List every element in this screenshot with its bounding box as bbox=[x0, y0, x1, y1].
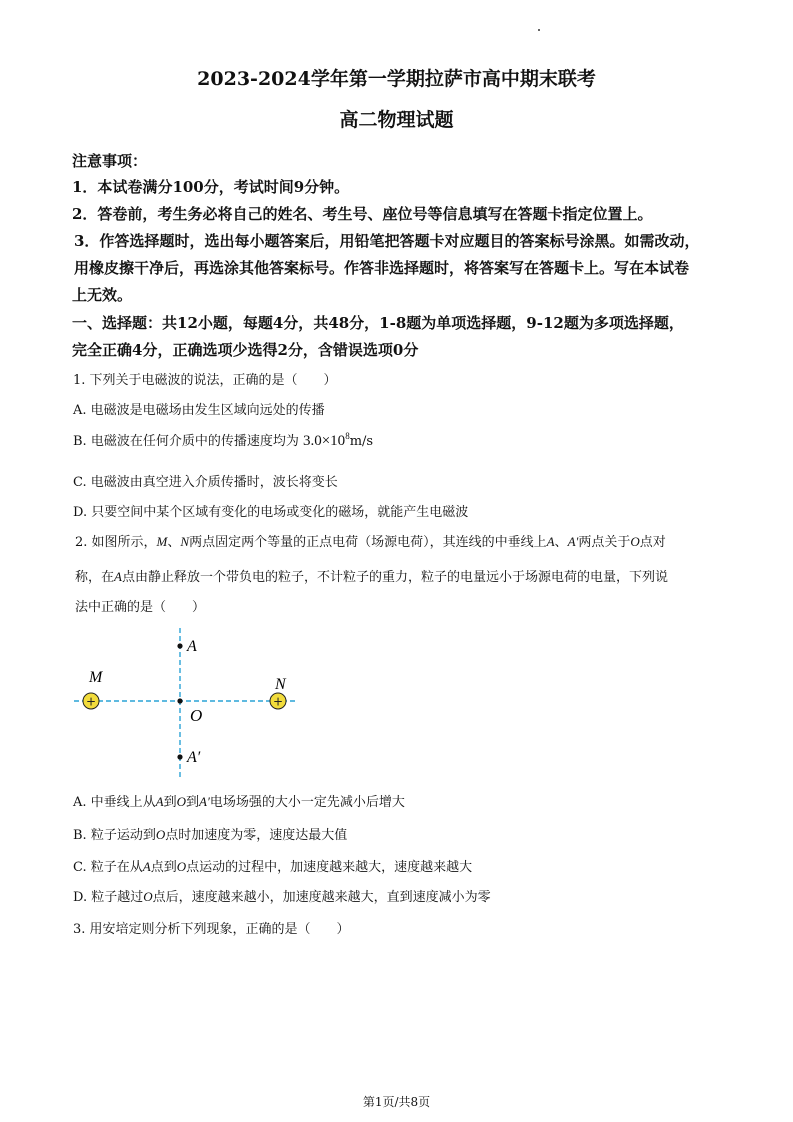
section-1-scoring: 完全正确4分，正确选项少选得2分，含错误选项0分 bbox=[72, 341, 419, 359]
q2-text: 点运动的过程中，加速度越来越大，速度越来越大 bbox=[186, 860, 473, 875]
q3-stem: 3. 用安培定则分析下列现象，正确的是（ ） bbox=[73, 922, 350, 937]
speed-unit: m/s bbox=[349, 434, 374, 449]
q2-text: 称，在 bbox=[75, 570, 115, 585]
sep: 、 bbox=[554, 535, 568, 550]
notice-item-3-line-3: 上无效。 bbox=[72, 286, 133, 304]
q2-option-b bbox=[73, 824, 347, 843]
speed-exponent: 8 bbox=[345, 431, 350, 441]
var-o: O bbox=[176, 859, 187, 874]
label-o: O bbox=[190, 706, 203, 725]
point-o bbox=[177, 698, 182, 703]
scan-dot bbox=[538, 29, 540, 31]
q2-text: 两点关于 bbox=[578, 535, 631, 550]
var-o: O bbox=[143, 889, 153, 904]
q2-stem-line-2 bbox=[75, 566, 668, 585]
q2-text: 点时加速度为零，速度达最大值 bbox=[165, 828, 348, 843]
exam-subtitle: 高二物理试题 bbox=[339, 109, 454, 131]
charge-n-sign: + bbox=[272, 694, 284, 709]
q2-text: 电场场强的大小一定先减小后增大 bbox=[209, 795, 405, 810]
notice-item-3-line-2: 用橡皮擦干净后，再选涂其他答案标号。作答非选择题时，将答案写在答题卡上。写在本试卷 bbox=[74, 259, 690, 277]
q2-text: 点到 bbox=[150, 860, 177, 875]
section-1-heading: 一、选择题：共12小题，每题4分，共48分，1-8题为单项选择题，9-12题为多项选择题， bbox=[72, 314, 684, 332]
label-m: M bbox=[89, 669, 103, 686]
label-a-prime: A′ bbox=[187, 749, 201, 766]
point-a bbox=[177, 643, 182, 648]
q2-text: D. 粒子越过 bbox=[73, 890, 144, 905]
var-o: O bbox=[630, 534, 640, 549]
charge-diagram bbox=[60, 620, 320, 785]
q1-option-b-speed bbox=[303, 433, 350, 449]
q2-option-c bbox=[73, 856, 472, 875]
var-o: O bbox=[155, 827, 166, 842]
q2-text: 点后，速度越来越小，加速度越来越大，直到速度减小为零 bbox=[152, 890, 491, 905]
q2-text: A. 中垂线上从 bbox=[73, 795, 156, 810]
label-n: N bbox=[275, 676, 286, 693]
var-a: A bbox=[114, 569, 122, 584]
q2-text: C. 粒子在从 bbox=[73, 860, 143, 875]
q2-intro: 2. 如图所示， bbox=[75, 535, 157, 550]
var-n: N bbox=[180, 534, 190, 549]
q2-option-d bbox=[73, 886, 491, 905]
var-a: A bbox=[546, 534, 555, 549]
q2-text: 点由静止释放一个带负电的粒子，不计粒子的重力，粒子的电量远小于场源电荷的电量，下列说 bbox=[121, 570, 668, 585]
notice-item-1: 1．本试卷满分100分，考试时间9分钟。 bbox=[72, 178, 350, 196]
charge-m-sign: + bbox=[85, 694, 97, 709]
var-a: A bbox=[155, 794, 164, 809]
var-m: M bbox=[156, 534, 168, 549]
speed-mantissa: 3.0×10 bbox=[302, 433, 346, 449]
notice-item-2: 2．答卷前，考生务必将自己的姓名、考生号、座位号等信息填写在答题卡指定位置上。 bbox=[72, 205, 653, 223]
page-number: 第1页/共8页 bbox=[362, 1095, 431, 1109]
var-a: A bbox=[142, 859, 151, 874]
var-a-prime: A′ bbox=[199, 794, 210, 809]
q2-stem-line-3: 法中正确的是（ ） bbox=[75, 600, 206, 615]
sep: 、 bbox=[167, 535, 181, 550]
q2-stem-line-1 bbox=[75, 531, 666, 550]
q2-option-a bbox=[73, 791, 405, 810]
point-a-prime bbox=[177, 754, 182, 759]
notice-heading: 注意事项： bbox=[72, 152, 148, 170]
label-a: A bbox=[187, 638, 197, 655]
q1-option-c: C. 电磁波由真空进入介质传播时，波长将变长 bbox=[73, 475, 338, 490]
q2-text: 到 bbox=[186, 795, 200, 810]
var-o: O bbox=[176, 794, 187, 809]
q2-text: B. 粒子运动到 bbox=[73, 828, 156, 843]
q1-option-b-text: B. 电磁波在任何介质中的传播速度均为 bbox=[73, 434, 299, 449]
var-a-prime: A′ bbox=[567, 534, 579, 549]
exam-title: 2023-2024学年第一学期拉萨市高中期末联考 bbox=[197, 68, 596, 90]
q1-option-d: D. 只要空间中某个区域有变化的电场或变化的磁场，就能产生电磁波 bbox=[73, 505, 469, 520]
q1-option-b bbox=[73, 430, 373, 450]
q1-option-a: A. 电磁波是电磁场由发生区域向远处的传播 bbox=[73, 403, 325, 418]
q1-stem: 1. 下列关于电磁波的说法，正确的是（ ） bbox=[73, 373, 337, 388]
notice-item-3-line-1: 3．作答选择题时，选出每小题答案后，用铅笔把答题卡对应题目的答案标号涂黑。如需改动， bbox=[74, 232, 700, 250]
q2-text: 点对 bbox=[639, 535, 666, 550]
q2-text: 两点固定两个等量的正点电荷（场源电荷），其连线的中垂线上 bbox=[189, 535, 547, 550]
q2-text: 到 bbox=[163, 795, 177, 810]
